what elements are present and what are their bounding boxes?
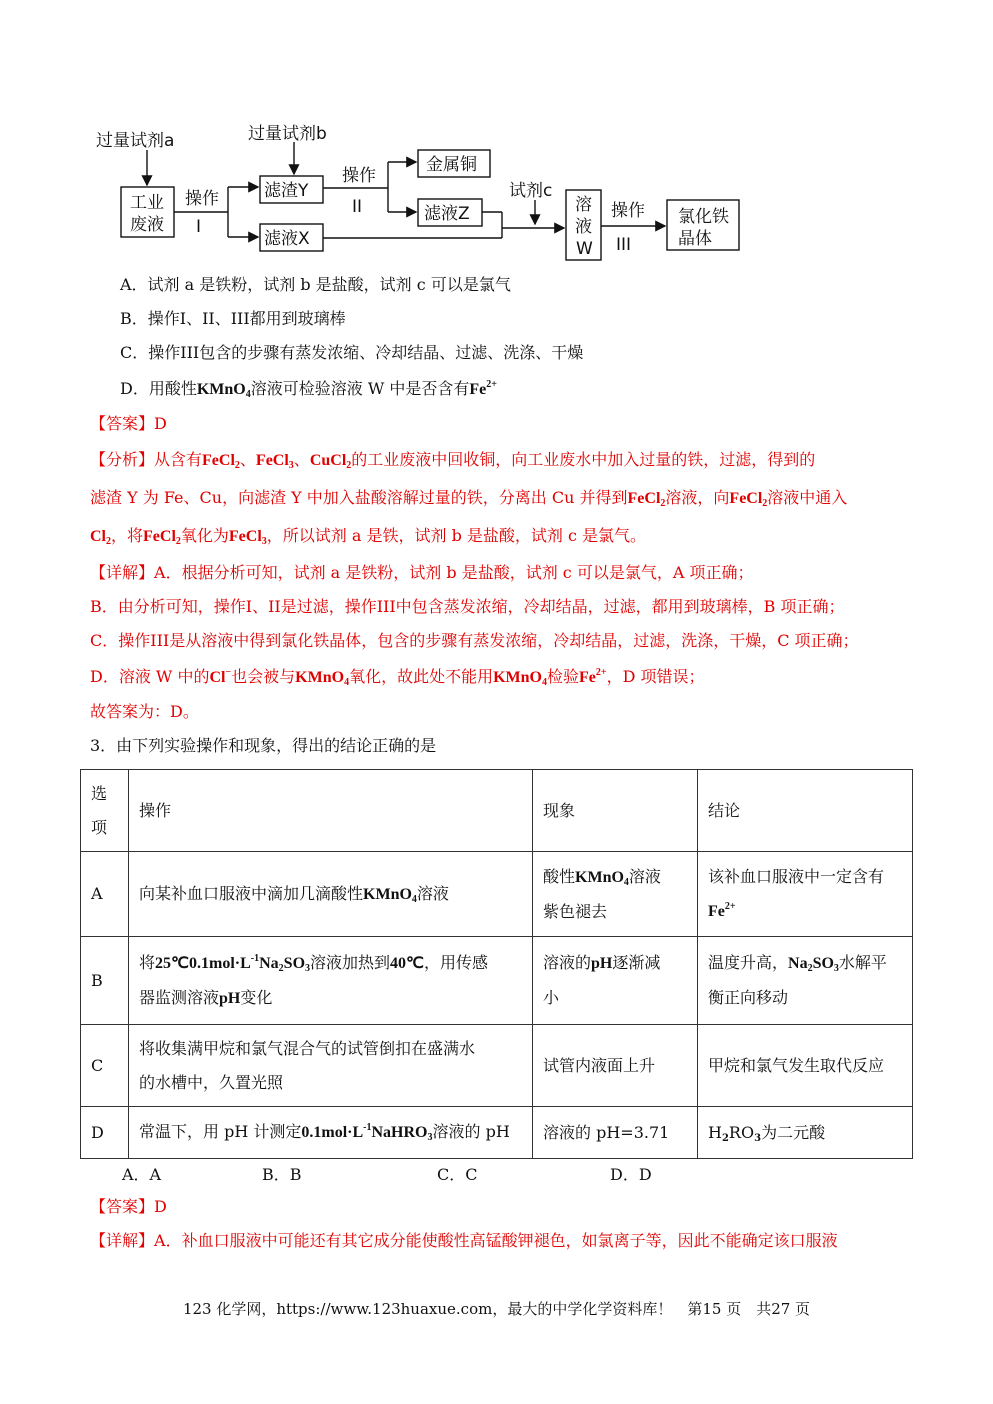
q3-answer: 【答案】D xyxy=(90,1197,167,1216)
q2-detail-b: B．由分析可知，操作I、II是过滤，操作III中包含蒸发浓缩，冷却结晶，过滤，都用到玻璃棒，B 项正确； xyxy=(90,597,845,616)
row-c-phenomenon: 试管内液面上升 xyxy=(533,1025,698,1107)
q2-analysis-line1: 【分析】从含有FeCl$_2$、FeCl$_3$、CuCl$_2$的工业废液中回收铜，向工业废水中加入过量的铁，过滤，得到的 xyxy=(90,450,816,471)
solution-w-line1: 溶 xyxy=(575,195,592,215)
header-phenomenon: 现象 xyxy=(533,770,698,852)
row-b-operation: 将$25℃0.1mol\cdot L^{-1}Na_2SO_3$溶液加热到40℃，用传感 器监测溶液pH变化 xyxy=(129,937,533,1025)
table-row xyxy=(81,852,913,937)
choice-c: C．C xyxy=(437,1165,478,1184)
choice-d: D．D xyxy=(610,1165,652,1184)
row-b-option: B xyxy=(81,937,129,1025)
waste-liquid-line1: 工业 xyxy=(130,193,164,213)
page-footer: 123 化学网，https://www.123huaxue.com，最大的中学化学资料库！ 第15 页 共27 页 xyxy=(182,1300,811,1318)
choice-a: A．A xyxy=(122,1165,162,1184)
product-line1: 氯化铁 xyxy=(678,207,729,227)
filtrate-x-label: 滤液X xyxy=(264,229,310,249)
row-a-operation: 向某补血口服液中滴加几滴酸性KMnO$_4$溶液 xyxy=(129,852,533,937)
q3-table xyxy=(80,769,913,1159)
reagent-c-label: 试剂c xyxy=(509,181,553,201)
row-d-option: D xyxy=(81,1107,129,1159)
q2-conclusion: 故答案为：D。 xyxy=(90,702,199,721)
row-c-conclusion: 甲烷和氯气发生取代反应 xyxy=(698,1025,913,1107)
row-d-conclusion: $H_2RO_3$为二元酸 xyxy=(698,1107,913,1159)
op3-label: 操作 xyxy=(611,201,645,221)
reagent-a-label: 过量试剂a xyxy=(96,131,175,151)
product-line2: 晶体 xyxy=(678,229,712,249)
q2-detail-c: C．操作III是从溶液中得到氯化铁晶体，包含的步骤有蒸发浓缩，冷却结晶，过滤，洗涤，干燥，C 项正确； xyxy=(90,631,859,650)
header-option: 选 项 xyxy=(81,770,129,852)
filtrate-z-label: 滤液Z xyxy=(424,204,470,224)
q3-detail: 【详解】A．补血口服液中可能还有其它成分能使酸性高锰酸钾褪色，如氯离子等，因此不能确定该口服液 xyxy=(90,1231,838,1250)
table-header-row xyxy=(81,770,913,852)
op2-label: 操作 xyxy=(342,166,376,186)
row-c-operation: 将收集满甲烷和氯气混合气的试管倒扣在盛满水 的水槽中，久置光照 xyxy=(129,1025,533,1107)
table-row xyxy=(81,1025,913,1107)
option-a: A．试剂 a 是铁粉，试剂 b 是盐酸，试剂 c 可以是氯气 xyxy=(120,275,511,294)
option-c: C．操作III包含的步骤有蒸发浓缩、冷却结晶、过滤、洗涤、干燥 xyxy=(120,343,584,362)
header-operation: 操作 xyxy=(129,770,533,852)
copper-label: 金属铜 xyxy=(426,155,477,175)
q2-answer: 【答案】D xyxy=(90,414,167,433)
table-row xyxy=(81,937,913,1025)
solution-w-line2: 液 xyxy=(575,217,592,237)
row-b-phenomenon: 溶液的pH逐渐减 小 xyxy=(533,937,698,1025)
row-c-option: C xyxy=(81,1025,129,1107)
header-conclusion: 结论 xyxy=(698,770,913,852)
option-d: D．用酸性KMnO$_4$溶液可检验溶液 W 中是否含有$Fe^{2+}$ xyxy=(120,379,497,400)
q2-analysis-line2: 滤渣 Y 为 Fe、Cu，向滤渣 Y 中加入盐酸溶解过量的铁，分离出 Cu 并得到FeCl$_2$溶液，向FeCl$_2$溶液中通入 xyxy=(90,488,848,509)
option-b: B．操作I、II、III都用到玻璃棒 xyxy=(120,309,346,328)
waste-liquid-line2: 废液 xyxy=(130,215,164,235)
process-flow-diagram xyxy=(90,120,770,265)
choice-b: B．B xyxy=(262,1165,302,1184)
row-a-conclusion: 该补血口服液中一定含有 $Fe^{2+}$ xyxy=(698,852,913,937)
q2-analysis-line3: $Cl_2$，将FeCl$_2$氧化为FeCl$_3$，所以试剂 a 是铁，试剂 b 是盐酸，试剂 c 是氯气。 xyxy=(90,526,647,547)
table-row xyxy=(81,1107,913,1159)
residue-y-label: 滤渣Y xyxy=(264,181,309,201)
q2-detail-d: D．溶液 W 中的Cl−也会被与KMnO$_4$氧化，故此处不能用KMnO$_4$检验$Fe^{2+}$，D 项错误； xyxy=(90,667,705,688)
row-b-conclusion: 温度升高，$Na_2SO_3$水解平 衡正向移动 xyxy=(698,937,913,1025)
op1-number: I xyxy=(196,217,202,237)
row-a-phenomenon: 酸性KMnO$_4$溶液 紫色褪去 xyxy=(533,852,698,937)
op2-number: II xyxy=(352,197,363,217)
q3-stem: 3．由下列实验操作和现象，得出的结论正确的是 xyxy=(90,736,437,755)
reagent-b-label: 过量试剂b xyxy=(248,124,327,144)
row-d-operation: 常温下，用 pH 计测定$0.1mol\cdot L^{-1}NaHRO_3$溶液的 pH xyxy=(129,1107,533,1159)
row-a-option: A xyxy=(81,852,129,937)
op3-number: III xyxy=(616,235,632,255)
op1-label: 操作 xyxy=(185,189,219,209)
q2-detail-a: 【详解】A．根据分析可知，试剂 a 是铁粉，试剂 b 是盐酸，试剂 c 可以是氯气，A 项正确； xyxy=(90,563,754,582)
solution-w-line3: W xyxy=(576,239,593,259)
row-d-phenomenon: 溶液的 pH=3.71 xyxy=(533,1107,698,1159)
